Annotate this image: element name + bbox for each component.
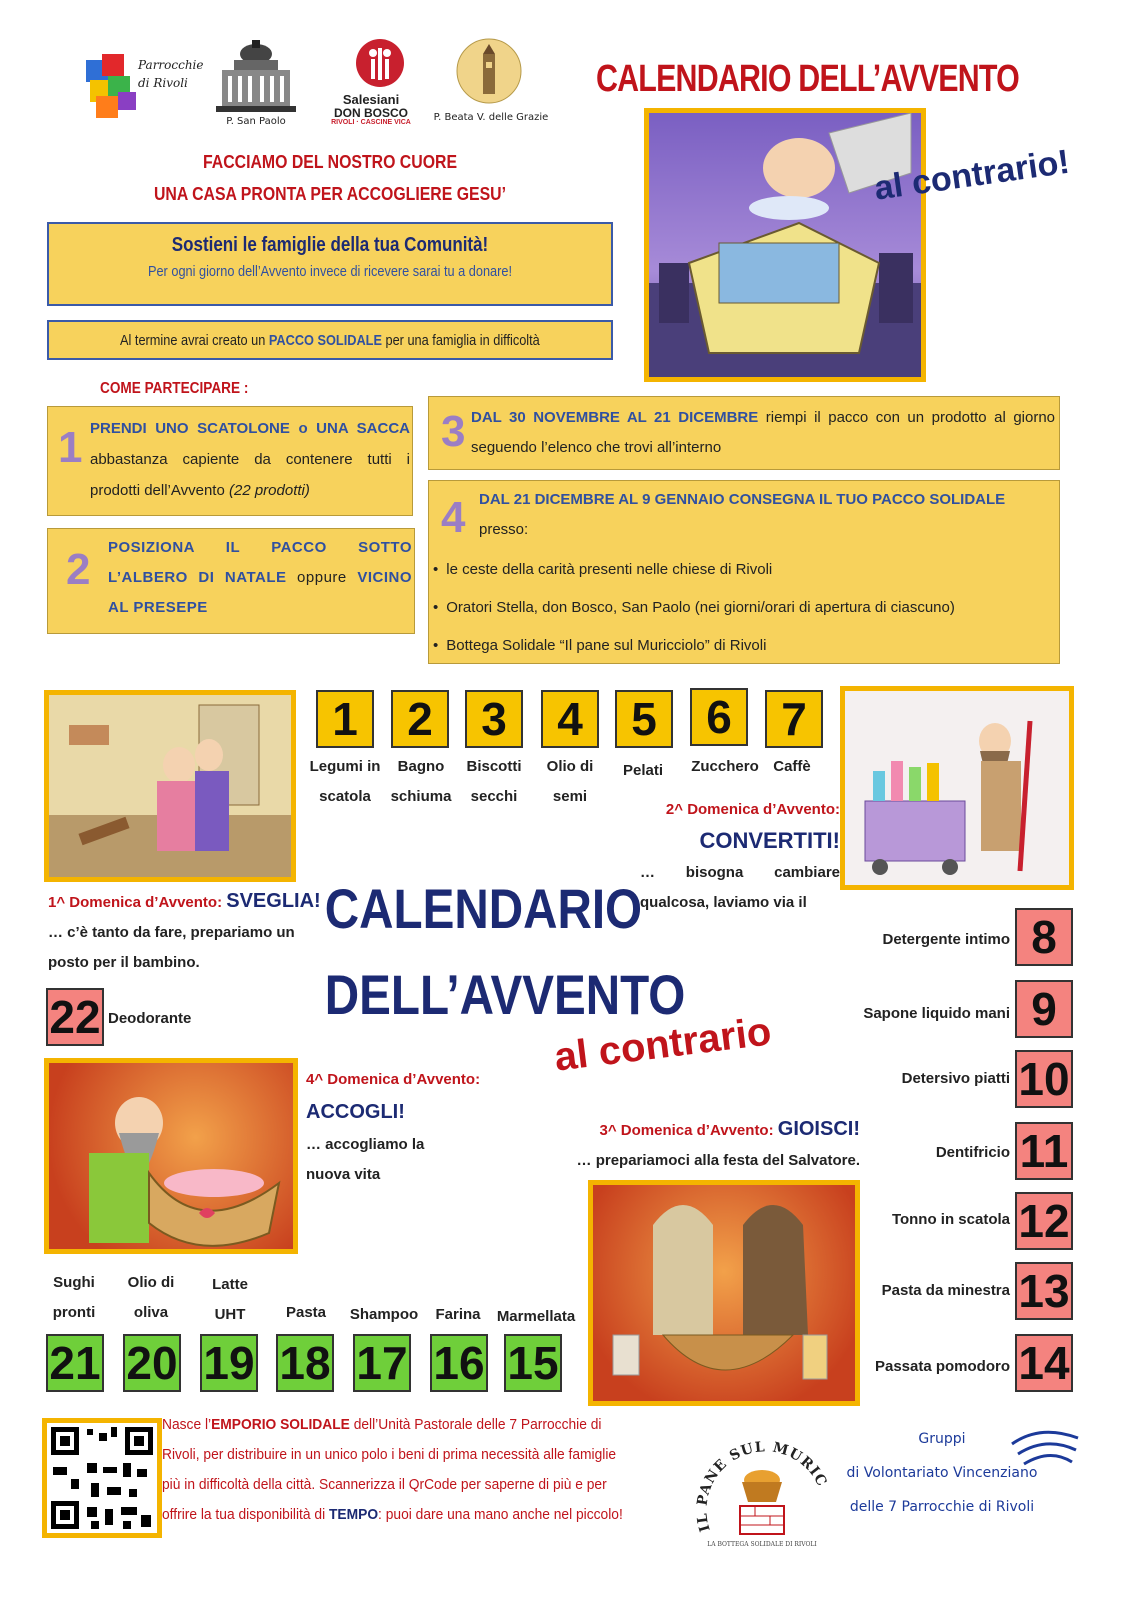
day-7-item: Caffè: [773, 758, 811, 775]
qr-code-icon: [47, 1423, 157, 1533]
step-2-highlight-2: VICINO AL PRESEPE: [108, 569, 412, 616]
support-text: Per ogni giorno dell’Avvento invece di ricevere sarai tu a donare!: [147, 263, 513, 280]
day-10-number: 10: [1018, 1053, 1070, 1105]
day-14-number: 14: [1018, 1337, 1070, 1389]
day-6-item: Zucchero: [691, 758, 759, 775]
day-22-item: Deodorante: [108, 1010, 192, 1027]
beata-label: P. Beata V. delle Grazie: [433, 112, 549, 123]
step-4-number: 4: [441, 493, 466, 542]
step-1-number: 1: [58, 423, 83, 472]
day-16-tile: [430, 1334, 488, 1392]
salesiani-label: Salesiani: [342, 92, 400, 107]
step-4-presso: presso:: [479, 521, 529, 538]
gruppi-line-3: delle 7 Parrocchie di Rivoli: [849, 1499, 1035, 1515]
day-15-tile: [504, 1334, 562, 1392]
day-17-tile: [353, 1334, 411, 1392]
day-13-number: 13: [1018, 1265, 1070, 1317]
day-1-item: Legumi in scatola: [309, 758, 381, 805]
support-box: [47, 222, 613, 306]
day-16-number: 16: [433, 1337, 485, 1389]
day-18-tile: [276, 1334, 334, 1392]
pacco-text-after: per una famiglia in difficoltà: [382, 332, 540, 349]
calendar-title-line-2: DELL’AVVENTO: [324, 963, 686, 1026]
day-20-item: Olio di oliva: [127, 1274, 175, 1321]
day-1-tile: [316, 690, 374, 748]
salesiani-emblem-icon: [355, 38, 405, 88]
step-4-bullet-2: • Oratori Stella, don Bosco, San Paolo (nei giorni/orari di apertura di ciascuno): [433, 589, 1053, 627]
day-2-number: 2: [407, 693, 433, 745]
day-21-item: Sughi pronti: [52, 1274, 96, 1321]
day-7-tile: [765, 690, 823, 748]
day-14-item: Passata pomodoro: [874, 1358, 1010, 1375]
parrocchie-logo-text: Parrocchie di Rivoli: [138, 58, 204, 90]
step-1-highlight: PRENDI UNO SCATOLONE o UNA SACCA: [90, 420, 410, 437]
subtitle-line-1: FACCIAMO DEL NOSTRO CUORE: [202, 152, 458, 172]
day-18-item: Pasta: [285, 1304, 327, 1321]
emporio-text: [162, 1410, 637, 1530]
day-13-tile: [1015, 1262, 1073, 1320]
week-1-illustration: [44, 690, 296, 882]
pacco-highlight: PACCO SOLIDALE: [268, 332, 383, 349]
sunday-3-block: [560, 1114, 860, 1176]
step-1-italic: (22 prodotti): [228, 482, 310, 499]
sunday-1-block: [48, 886, 321, 978]
sunday-1-word: SVEGLIA!: [226, 890, 321, 912]
pane-sub-text: LA BOTTEGA SOLIDALE DI RIVOLI: [707, 1541, 817, 1548]
step-3-highlight: DAL 30 NOVEMBRE AL 21 DICEMBRE: [471, 409, 759, 426]
day-3-tile: [465, 690, 523, 748]
ruined-room-icon: [49, 695, 291, 877]
sunday-4-block: [306, 1066, 506, 1190]
day-6-tile: [690, 688, 748, 746]
day-4-item: Olio di semi: [546, 758, 594, 805]
day-4-tile: [541, 690, 599, 748]
step-2-number: 2: [66, 545, 91, 594]
sunday-1-text: … c’è tanto da fare, prepariamo un posto per il bambino.: [48, 924, 295, 971]
rivoli-cascine-label: RIVOLI · CASCINE VICA: [331, 119, 411, 126]
day-21-number: 21: [49, 1337, 101, 1389]
sunday-3-text: … prepariamoci alla festa del Salvatore.: [576, 1152, 860, 1169]
page-title: CALENDARIO DELL’AVVENTO: [596, 58, 1019, 100]
sunday-2-label: 2^ Domenica d’Avvento:: [665, 801, 840, 818]
don-bosco-label: DON BOSCO: [333, 106, 408, 120]
house-illustration: [644, 108, 926, 382]
emporio-text-3: : puoi dare una mano anche nel piccolo!: [378, 1506, 623, 1523]
day-19-number: 19: [203, 1337, 255, 1389]
step-4-box: [428, 480, 1060, 664]
qr-code[interactable]: [42, 1418, 162, 1538]
sunday-4-text: … accogliamo la nuova vita: [306, 1136, 425, 1183]
sunday-2-text: … bisogna cambiare qualcosa, laviamo via il: [640, 864, 840, 911]
day-22-tile: [46, 988, 104, 1046]
day-8-item: Detergente intimo: [882, 931, 1010, 948]
day-9-number: 9: [1031, 983, 1057, 1035]
day-14-tile: [1015, 1334, 1073, 1392]
day-5-number: 5: [631, 693, 657, 745]
day-15-number: 15: [507, 1337, 559, 1389]
day-13-item: Pasta da minestra: [881, 1282, 1010, 1299]
step-3-number: 3: [441, 407, 466, 456]
house-icon: [649, 113, 921, 377]
day-4-number: 4: [557, 693, 583, 745]
day-2-item: Bagno schiuma: [390, 758, 452, 805]
day-19-item: Latte UHT: [212, 1276, 248, 1323]
gruppi-line-1: Gruppi: [918, 1431, 966, 1447]
sunday-4-label: 4^ Domenica d’Avvento:: [306, 1071, 481, 1088]
week-3-illustration: [588, 1180, 860, 1406]
sunday-2-block: [640, 796, 840, 918]
pacco-text-before: Al termine avrai creato un: [120, 332, 269, 349]
day-11-number: 11: [1019, 1125, 1069, 1177]
subtitle-line-2: UNA CASA PRONTA PER ACCOGLIERE GESU’: [153, 184, 507, 204]
day-12-number: 12: [1018, 1195, 1070, 1247]
support-title: Sostieni le famiglie della tua Comunità!: [171, 234, 489, 256]
day-6-number: 6: [706, 691, 732, 743]
day-19-tile: [200, 1334, 258, 1392]
day-11-tile: [1015, 1122, 1073, 1180]
day-20-tile: [123, 1334, 181, 1392]
day-3-item: Biscotti secchi: [466, 758, 522, 805]
day-20-number: 20: [126, 1337, 178, 1389]
emporio-text-1: Nasce l’: [162, 1416, 212, 1433]
sunday-2-word: CONVERTITI!: [699, 828, 840, 853]
day-18-number: 18: [279, 1337, 331, 1389]
come-partecipare-heading: COME PARTECIPARE :: [100, 380, 249, 397]
tempo-highlight: TEMPO: [328, 1506, 379, 1523]
salesiani-logo: [328, 38, 414, 138]
step-1-box: [47, 406, 413, 516]
week-4-illustration: [44, 1058, 298, 1254]
step-4-highlight: DAL 21 DICEMBRE AL 9 GENNAIO CONSEGNA IL TUO PACCO SOLIDALE: [479, 491, 1006, 508]
parrocchie-logo: [82, 52, 202, 122]
crib-icon: [49, 1063, 293, 1249]
gruppi-line-2: di Volontariato Vincenziano: [846, 1465, 1038, 1481]
sunday-4-word: ACCOGLI!: [306, 1101, 405, 1123]
bread-basket-icon: [690, 1420, 840, 1556]
gift-basket-icon: [593, 1185, 855, 1401]
pacco-box: [47, 320, 613, 360]
pane-arc-text: IL PANE SUL MURIC: [694, 1439, 831, 1534]
calendar-title-line-1: CALENDARIO: [324, 877, 643, 940]
sunday-3-label: 3^ Domenica d’Avvento:: [599, 1122, 778, 1139]
day-7-number: 7: [781, 693, 807, 745]
san-paolo-logo: [216, 38, 296, 130]
day-15-item: Marmellata: [496, 1308, 576, 1325]
day-8-number: 8: [1031, 911, 1057, 963]
emporio-text-2: dell’Unità Pastorale delle 7 Parrocchie di Rivoli, per distribuire in un unico polo i beni di prima necessità alle famiglie più in difficoltà della città. Scannerizza il QrCode per saperne di più e per offrire la tua disponibilità di: [162, 1416, 617, 1523]
day-16-item: Farina: [435, 1306, 481, 1323]
sunday-1-label: 1^ Domenica d’Avvento:: [48, 894, 227, 911]
step-3-text: riempi il pacco con un prodotto al giorno seguendo l’elenco che trovi all’interno: [471, 409, 1056, 456]
day-8-tile: [1015, 908, 1073, 966]
calendar-title: [300, 866, 686, 1038]
day-12-tile: [1015, 1192, 1073, 1250]
day-9-item: Sapone liquido mani: [863, 1005, 1010, 1022]
week-2-illustration: [840, 686, 1074, 890]
day-17-item: Shampoo: [349, 1306, 419, 1323]
sunday-3-word: GIOISCI!: [777, 1118, 860, 1140]
step-3-box: [428, 396, 1060, 470]
day-1-number: 1: [332, 693, 358, 745]
san-paolo-label: P. San Paolo: [226, 116, 286, 127]
day-21-tile: [46, 1334, 104, 1392]
day-17-number: 17: [356, 1337, 408, 1389]
cleaning-cart-icon: [845, 691, 1069, 885]
day-3-number: 3: [481, 693, 507, 745]
al-contrario-text: al contrario!: [872, 142, 1072, 208]
day-10-tile: [1015, 1050, 1073, 1108]
day-22-number: 22: [49, 991, 101, 1043]
day-5-item: Pelati: [622, 762, 664, 779]
day-10-item: Detersivo piatti: [901, 1070, 1010, 1087]
pane-sul-muricciolo-logo: [690, 1420, 840, 1556]
church-icon: [216, 38, 296, 114]
step-1-text: abbastanza capiente da contenere tutti i prodotti dell’Avvento: [90, 451, 410, 499]
day-12-item: Tonno in scatola: [891, 1211, 1010, 1228]
day-9-tile: [1015, 980, 1073, 1038]
vincenziano-logo: [1010, 1424, 1080, 1480]
step-2-box: [47, 528, 415, 634]
swoosh-icon: [1010, 1424, 1080, 1480]
emporio-highlight: EMPORIO SOLIDALE: [211, 1416, 350, 1433]
step-2-highlight-1: POSIZIONA IL PACCO SOTTO L’ALBERO DI NATALE: [108, 539, 412, 586]
day-2-tile: [391, 690, 449, 748]
day-11-item: Dentifricio: [935, 1144, 1010, 1161]
calendar-al-contrario: al contrario: [552, 1009, 774, 1080]
step-4-bullet-3: • Bottega Solidale “Il pane sul Muricciolo” di Rivoli: [433, 627, 1053, 665]
bell-tower-icon: [456, 38, 522, 104]
beata-logo: [428, 38, 554, 130]
step-2-oppure: oppure: [286, 569, 358, 586]
step-4-bullet-1: • le ceste della carità presenti nelle chiese di Rivoli: [433, 551, 1053, 589]
day-5-tile: [615, 690, 673, 748]
